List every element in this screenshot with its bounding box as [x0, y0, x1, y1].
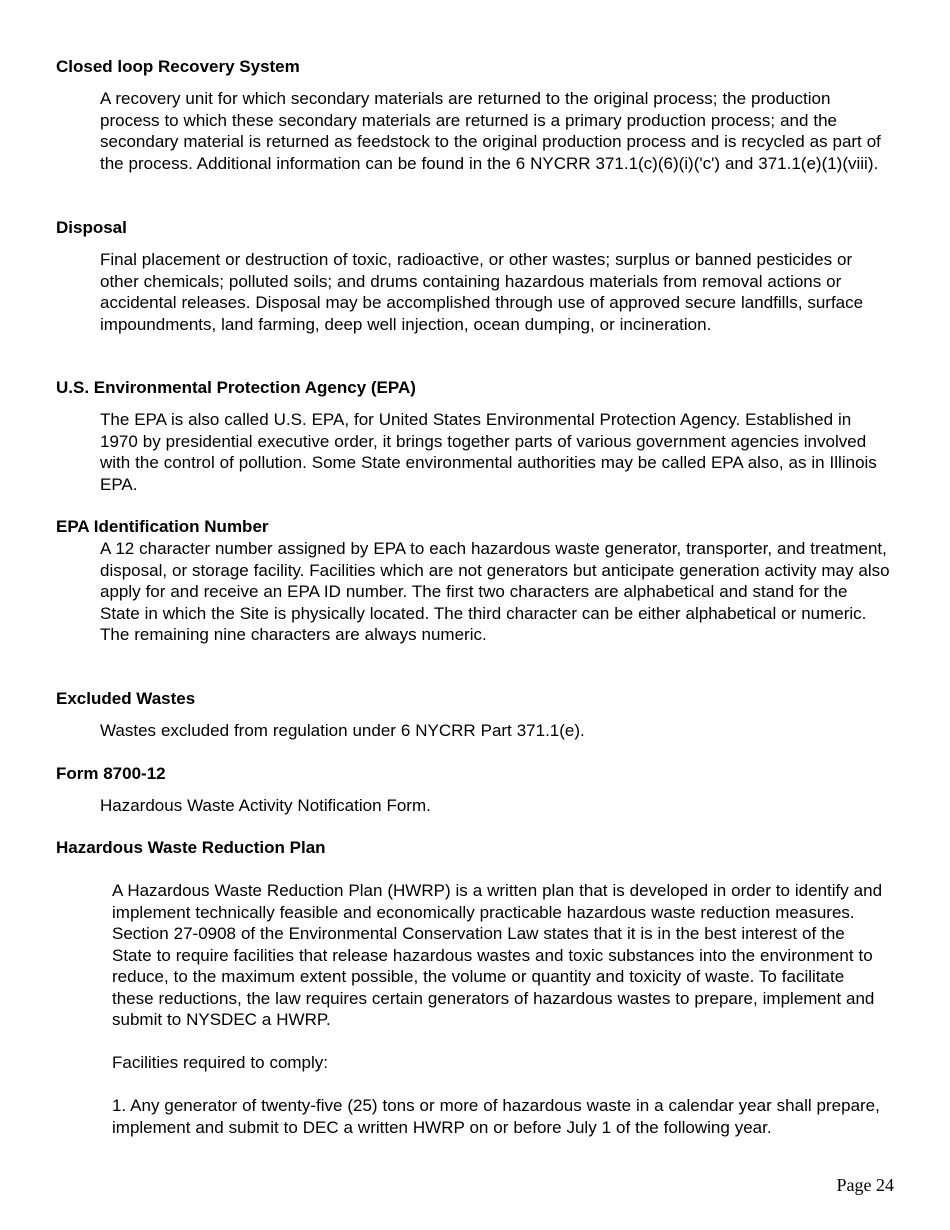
term-heading: Closed loop Recovery System: [56, 57, 300, 76]
term-definition: A recovery unit for which secondary materials are returned to the original process; the production process to which these secondary materials are returned is a primary production process; and the secondary material is returned as feedstock to the original production process and is recycled as part of the process. Additional information can be found in the 6 NYCRR 371.1(c)(6)(i)('c') and 371.1(e)(1)(viii).: [100, 89, 881, 173]
term-definition: The EPA is also called U.S. EPA, for United States Environmental Protection Agency. Established in 1970 by presidential executive order, it brings together parts of various government agencies involved with the control of pollution. Some State environmental authorities may be called EPA also, as in Illinois EPA.: [100, 410, 877, 494]
term-heading: Disposal: [56, 218, 127, 237]
term-heading: Excluded Wastes: [56, 689, 196, 708]
term-heading: Form 8700-12: [56, 764, 166, 783]
page-number: Page 24: [836, 1175, 894, 1195]
term-heading: U.S. Environmental Protection Agency (EPA): [56, 378, 416, 397]
term-definition: A 12 character number assigned by EPA to each hazardous waste generator, transporter, and treatment, disposal, or storage facility. Facilities which are not generators but anticipate generation activity may also apply for and receive an EPA ID number. The first two characters are alphabetical and stand for the State in which the Site is physically located. The third character can be either alphabetical or numeric. The remaining nine characters are always numeric.: [100, 539, 890, 644]
term-definition: Final placement or destruction of toxic, radioactive, or other wastes; surplus or banned pesticides or other chemicals; polluted soils; and drums containing hazardous materials from removal actions or accidental releases. Disposal may be accomplished through use of approved secure landfills, surface impoundments, land farming, deep well injection, ocean dumping, or incineration.: [100, 250, 864, 334]
term-heading: Hazardous Waste Reduction Plan: [56, 838, 326, 857]
term-definition: Hazardous Waste Activity Notification Form.: [100, 796, 431, 815]
term-definition: A Hazardous Waste Reduction Plan (HWRP) is a written plan that is developed in order to identify and implement technically feasible and economically practicable hazardous waste reduction measures. Section 27-0908 of the Environmental Conservation Law states that it is in the best interest of the State to require facilities that release hazardous wastes and toxic substances into the environment to reduce, to the maximum extent possible, the volume or quantity and toxicity of waste. To facilitate these reductions, the law requires certain generators of hazardous wastes to prepare, implement and submit to NYSDEC a HWRP.: [112, 881, 883, 1029]
term-heading: EPA Identification Number: [56, 517, 269, 536]
term-definition: Wastes excluded from regulation under 6 NYCRR Part 371.1(e).: [100, 721, 585, 740]
compliance-item: 1. Any generator of twenty-five (25) tons or more of hazardous waste in a calendar year shall prepare, implement and submit to DEC a written HWRP on or before July 1 of the following year.: [112, 1096, 880, 1137]
compliance-intro: Facilities required to comply:: [112, 1053, 329, 1072]
